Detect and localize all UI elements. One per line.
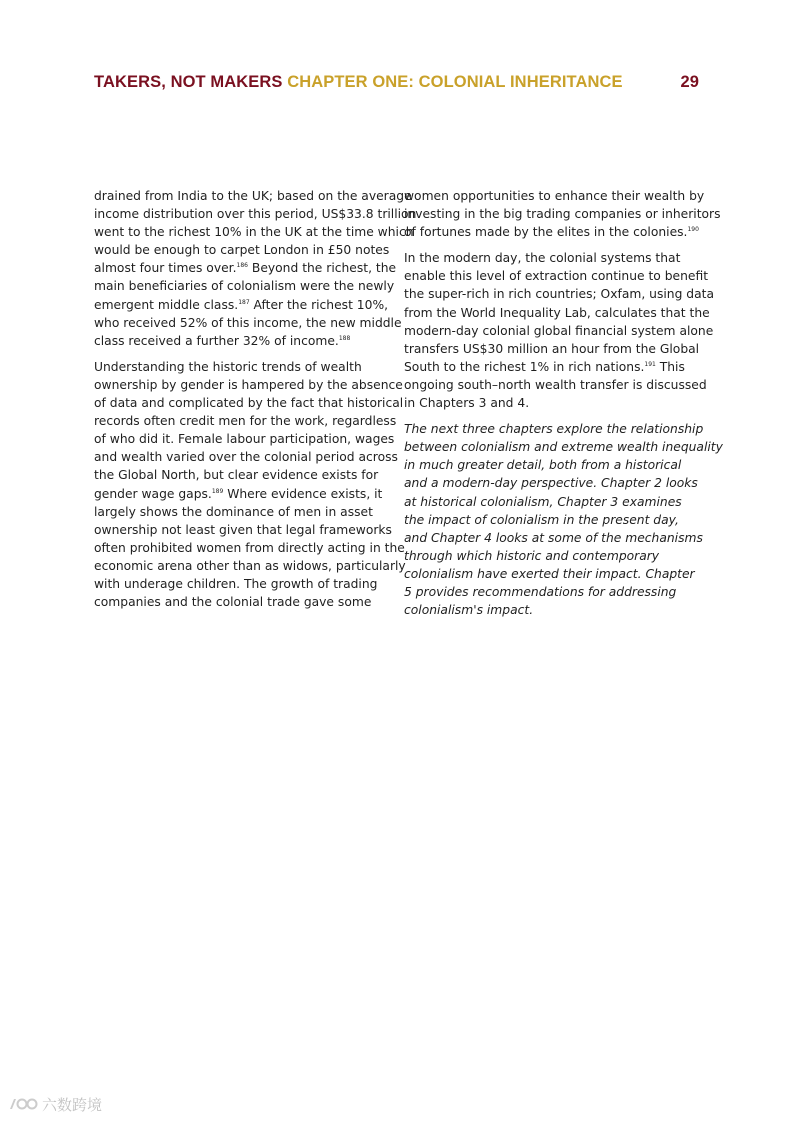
page-number: 29 bbox=[680, 73, 699, 91]
footnote-ref-191[interactable]: 191 bbox=[644, 360, 656, 368]
footnote-ref-190[interactable]: 190 bbox=[687, 226, 699, 234]
footnote-ref-188[interactable]: 188 bbox=[338, 334, 351, 342]
document-title: TAKERS, NOT MAKERS bbox=[94, 73, 283, 91]
paragraph-modern-day-extraction: In the modern day, the colonial systems that enable this level of extraction continue to benefit the super-rich in rich countries; Oxfam, using data from the World Inequality Lab, calculates that the modern-day colonial global financial system alone transfers US$30 million an hour from the Global South to the richest 1% in rich nations.$^{191}$ This ongoing south–north wealth transfer is discussed in Chapters 3 and 4. bbox=[404, 251, 714, 411]
chapter-title: CHAPTER ONE: COLONIAL INHERITANCE bbox=[287, 73, 623, 91]
paragraph-women-opportunities: women opportunities to enhance their wealth by investing in the big trading companies or inheritors of fortunes made by the elites in the colonies.$^{190}$ bbox=[404, 189, 721, 240]
running-header bbox=[94, 73, 699, 95]
watermark-text: 六数跨境 bbox=[42, 1096, 103, 1114]
paragraph-chapter-overview: The next three chapters explore the relationship between colonialism and extreme wealth inequality in much greater detail, both from a historical and a modern-day perspective. Chapter 2 looks at historical colonialism, Chapter 3 examines the impact of colonialism in the present day, and Chapter 4 looks at some of the mechanisms through which historic and contemporary colonialism have exerted their impact. Chapter 5 provides recommendations for addressing colonialism's impact. bbox=[404, 422, 723, 618]
right-column bbox=[404, 187, 723, 627]
watermark-logo-icon bbox=[8, 1096, 38, 1116]
footnote-ref-186[interactable]: 186 bbox=[236, 262, 248, 270]
footnote-ref-187[interactable]: 187 bbox=[238, 298, 250, 306]
paragraph-colonial-wealth-drain: drained from India to the UK; based on the average income distribution over this period, US$33.8 trillion went to the richest 10% in the UK at the time which would be enough to carpet London in £50 notes almost four times over.$^{186}$ Beyond the richest, the main beneficiaries of colonialism were the newly emergent middle class.$^{187}$ After the richest 10%, who received 52% of this income, the new middle class received a further 32% of income.$^{188}$ bbox=[94, 189, 417, 348]
footnote-ref-189[interactable]: 189 bbox=[211, 487, 224, 495]
paragraph-wealth-by-gender: Understanding the historic trends of wealth ownership by gender is hampered by the absence of data and complicated by the fact that historical records often credit men for the work, regardless of who did it. Female labour participation, wages and wealth varied over the colonial period across the Global North, but clear evidence exists for gender wage gaps.$^{189}$ Where evidence exists, it largely shows the dominance of men in asset ownership not least given that legal frameworks often prohibited women from directly acting in the economic arena other than as widows, particularly with underage children. The growth of trading companies and the colonial trade gave some bbox=[94, 359, 406, 610]
watermark bbox=[8, 1094, 102, 1116]
left-column bbox=[94, 187, 417, 619]
